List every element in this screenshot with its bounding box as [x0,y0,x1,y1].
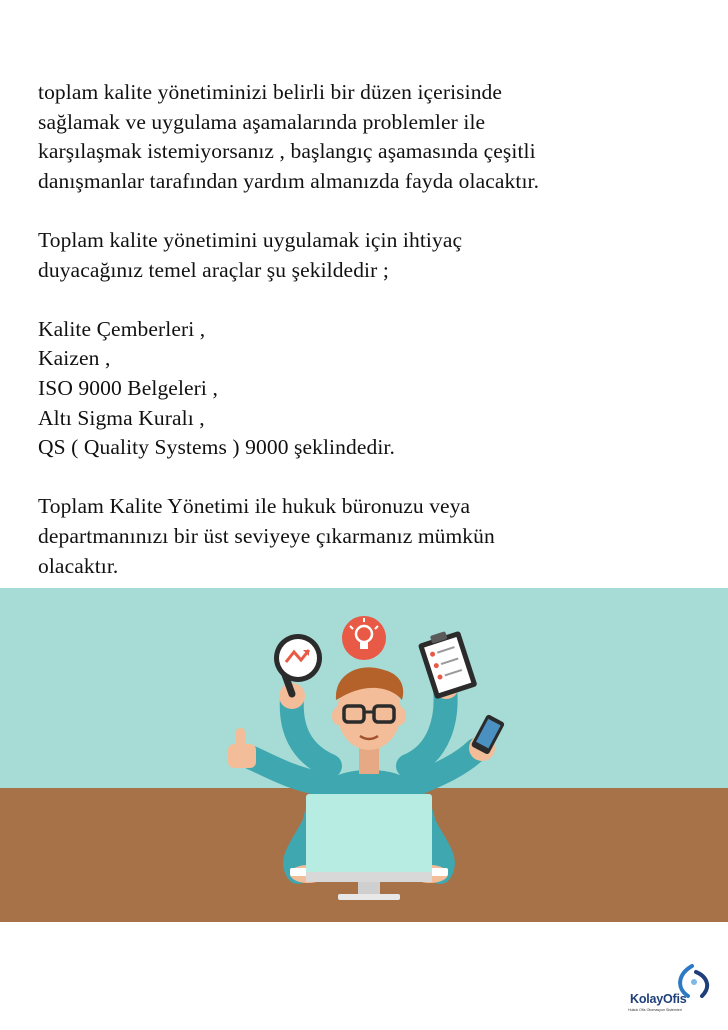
paragraph-1-line-4: danışmanlar tarafından yardım almanızda fayda olacaktır. [38,168,540,193]
paragraph-1-line-3: karşılaşmak istemiyorsanız , başlangıç aşamasında çeşitli [38,139,536,164]
logo-wordmark: KolayOfis [630,992,687,1006]
paragraph-2-line-1: Toplam kalite yönetimini uygulamak için ihtiyaç [38,227,463,252]
tool-list-item-4: Altı Sigma Kuralı , [38,405,205,430]
paragraph-1-line-2: sağlamak ve uygulama aşamalarında problemler ile [38,109,486,134]
tool-list-item-2: Kaizen , [38,346,111,371]
paragraph-gap [38,463,708,493]
tool-list-item-5: QS ( Quality Systems ) 9000 şeklindedir. [38,435,395,460]
paragraph-gap [38,196,708,226]
paragraph-2-line-2: duyacağınız temel araçlar şu şekildedir ; [38,257,389,282]
document-body [38,78,708,581]
kolayofis-logo [628,962,724,1024]
multitasking-worker-illustration [0,588,728,922]
lightbulb-icon [342,616,386,660]
paragraph-gap [38,285,708,315]
logo-tagline: Hukuk Ofis Otomasyon Sistemleri [628,1008,682,1012]
paragraph-4-line-3: olacaktır. [38,553,119,578]
tool-list-item-3: ISO 9000 Belgeleri , [38,375,218,400]
paragraph-1-line-1: toplam kalite yönetiminizi belirli bir düzen içerisinde [38,80,503,104]
tool-list-item-1: Kalite Çemberleri , [38,316,206,341]
paragraph-4-line-2: departmanınızı bir üst seviyeye çıkarmanız mümkün [38,523,495,548]
paragraph-4-line-1: Toplam Kalite Yönetimi ile hukuk büronuzu veya [38,494,471,519]
neck [359,748,379,774]
